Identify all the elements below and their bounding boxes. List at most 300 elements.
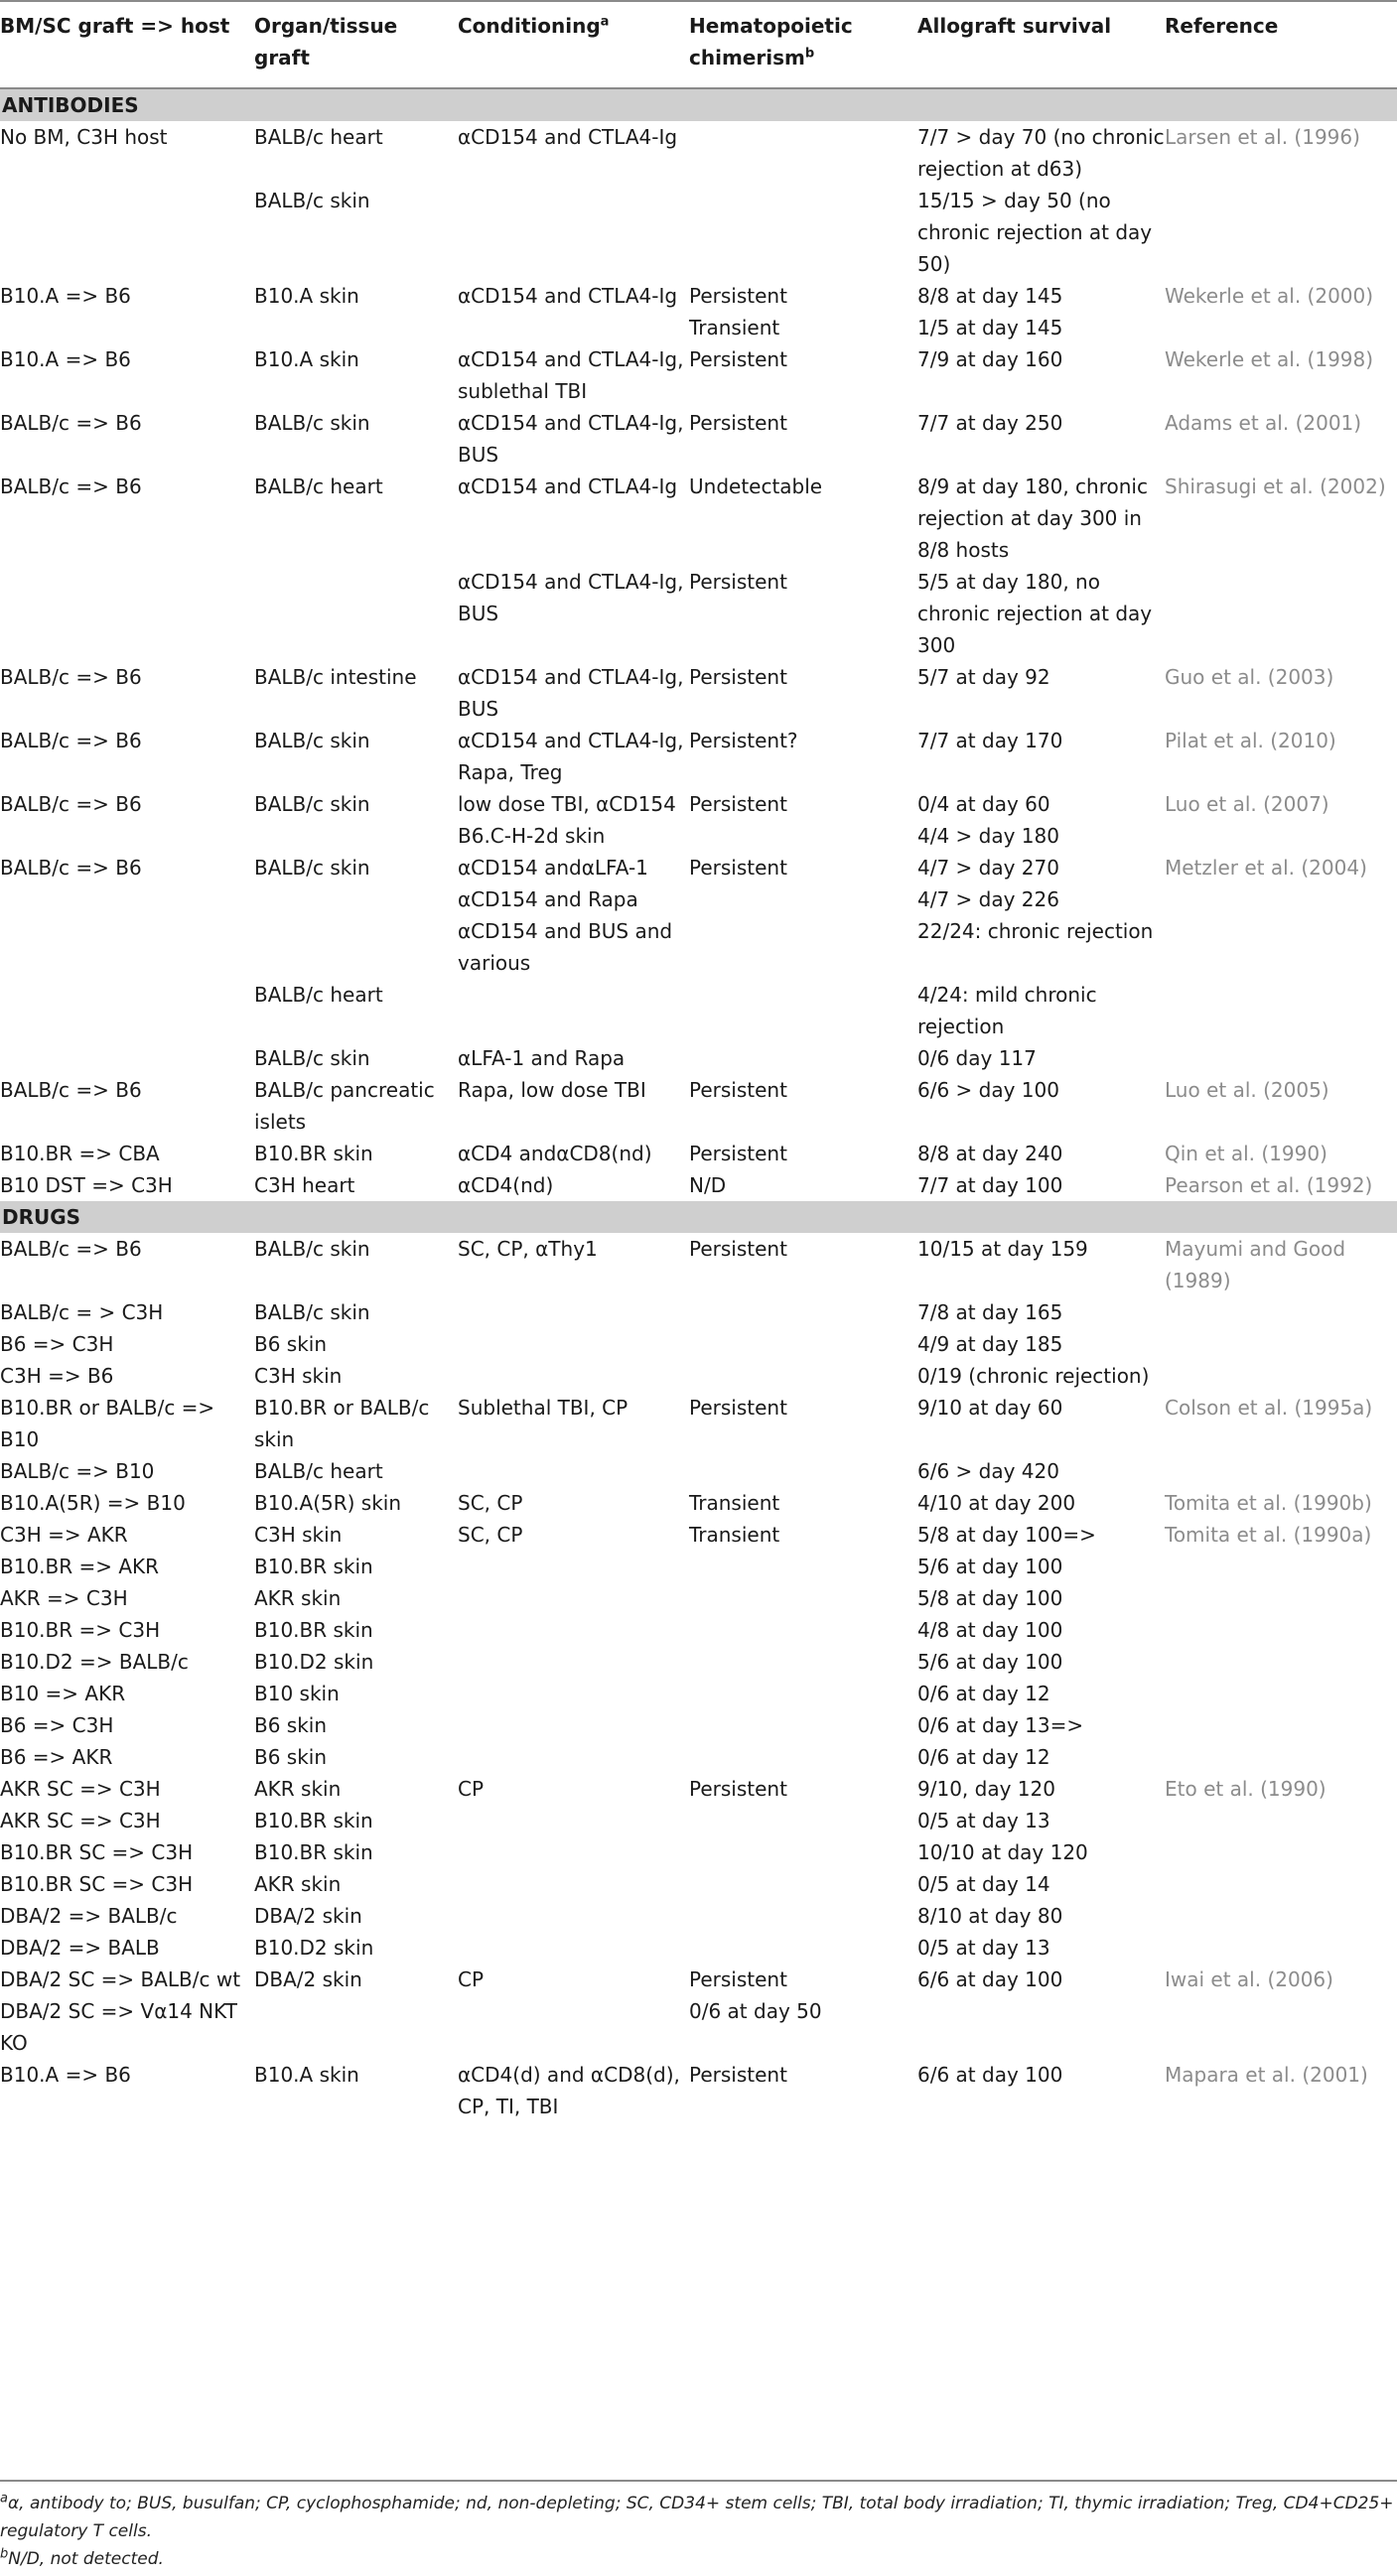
table-row [0,1551,1397,1582]
cell-allograft-survival: 4/7 > day 226 [917,887,1059,911]
cell-chimerism: Transient [689,316,780,339]
cell-bm-graft-host: DBA/2 SC => Vα14 NKT KO [0,1999,237,2055]
cell-conditioning: SC, CP, αThy1 [458,1237,598,1261]
cell-chimerism: Persistent [689,1078,787,1102]
table-row [0,1519,1397,1551]
cell-reference: Adams et al. (2001) [1165,411,1362,435]
cell-organ-graft: C3H heart [254,1173,355,1197]
cell-conditioning: αCD154 andαLFA-1 [458,856,648,880]
table-row [0,1868,1397,1900]
cell-chimerism [689,1328,917,1360]
cell-chimerism [689,1360,917,1392]
cell-reference: Shirasugi et al. (2002) [1165,475,1386,498]
cell-conditioning: αCD154 and Rapa [458,887,638,911]
cell-reference [1165,1995,1397,2059]
cell-conditioning [458,979,689,1042]
cell-reference: Eto et al. (1990) [1165,1777,1327,1801]
cell-allograft-survival: 6/6 at day 100 [917,1967,1063,1991]
table-row [0,979,1397,1042]
cell-bm-graft-host: BALB/c => B6 [0,792,142,816]
cell-chimerism: Persistent [689,792,787,816]
cell-allograft-survival: 6/6 > day 100 [917,1078,1059,1102]
cell-bm-graft-host: B10.BR => CBA [0,1142,160,1165]
cell-chimerism [689,1551,917,1582]
cell-allograft-survival: 5/6 at day 100 [917,1555,1063,1578]
table-row [0,121,1397,185]
cell-bm-graft-host: BALB/c => B6 [0,665,142,689]
cell-reference [1165,1868,1397,1900]
cell-organ-graft: AKR skin [254,1777,342,1801]
cell-reference [1165,566,1397,661]
cell-organ-graft: B6 skin [254,1332,328,1356]
cell-allograft-survival: 0/6 at day 13=> [917,1713,1084,1737]
cell-organ-graft: BALB/c skin [254,189,370,212]
cell-reference [1165,1360,1397,1392]
cell-organ-graft [254,915,458,979]
cell-allograft-survival: 15/15 > day 50 (no chronic rejection at day 50) [917,189,1153,276]
cell-allograft-survival: 4/24: mild chronic rejection [917,983,1097,1038]
cell-reference: Tomita et al. (1990b) [1165,1491,1372,1515]
table-row [0,343,1397,407]
footnote-a: $^a$α, antibody to; BUS, busulfan; CP, cyclophosphamide; nd, non-depleting; SC, CD34+ stem cells; TBI, total body irradiation; TI, thymic irradiation; Treg, CD4+CD25+ regulatory T cells. [0,2491,1394,2541]
cell-chimerism [689,1932,917,1964]
table-row [0,1296,1397,1328]
table-row [0,1138,1397,1169]
cell-allograft-survival: 4/9 at day 185 [917,1332,1063,1356]
cell-organ-graft: BALB/c pancreatic islets [254,1078,435,1134]
cell-bm-graft-host [0,820,254,852]
cell-organ-graft: BALB/c heart [254,983,383,1007]
cell-organ-graft: B10.A skin [254,347,359,371]
cell-organ-graft [254,883,458,915]
table-row [0,566,1397,661]
cell-bm-graft-host: AKR SC => C3H [0,1777,161,1801]
footnote-b: $^b$N/D, not detected. [0,2546,164,2569]
table-row [0,820,1397,852]
cell-bm-graft-host: DBA/2 SC => BALB/c wt [0,1967,241,1991]
section-label-drugs: DRUGS [0,1201,1397,1233]
cell-conditioning: αCD154 and CTLA4-Ig, BUS [458,665,684,721]
header-bm-graft-host: BM/SC graft => host [0,1,254,88]
cell-reference [1165,915,1397,979]
cell-bm-graft-host: AKR SC => C3H [0,1809,161,1832]
cell-bm-graft-host: B10 DST => C3H [0,1173,173,1197]
cell-conditioning [458,185,689,280]
cell-reference [1165,1296,1397,1328]
table-row [0,1614,1397,1646]
cell-allograft-survival: 0/4 at day 60 [917,792,1050,816]
cell-reference [1165,1678,1397,1709]
cell-conditioning [458,1741,689,1773]
cell-chimerism: Persistent [689,411,787,435]
cell-reference: Qin et al. (1990) [1165,1142,1327,1165]
table-row [0,1360,1397,1392]
cell-allograft-survival: 10/15 at day 159 [917,1237,1088,1261]
cell-organ-graft: BALB/c skin [254,792,370,816]
cell-conditioning [458,1360,689,1392]
cell-chimerism: 0/6 at day 50 [689,1999,822,2023]
table-row [0,1328,1397,1360]
cell-bm-graft-host [0,979,254,1042]
cell-chimerism [689,1805,917,1836]
cell-conditioning: low dose TBI, αCD154 [458,792,676,816]
cell-chimerism: Persistent [689,1142,787,1165]
cell-reference: Wekerle et al. (2000) [1165,284,1374,308]
cell-allograft-survival: 4/7 > day 270 [917,856,1059,880]
cell-reference [1165,1042,1397,1074]
cell-allograft-survival: 7/7 at day 250 [917,411,1063,435]
cell-allograft-survival: 4/4 > day 180 [917,824,1059,848]
cell-conditioning [458,1995,689,2059]
cell-conditioning [458,1582,689,1614]
table-row [0,280,1397,312]
cell-chimerism: Persistent? [689,729,798,752]
cell-bm-graft-host: BALB/c => B10 [0,1459,155,1483]
cell-bm-graft-host: B10.D2 => BALB/c [0,1650,189,1674]
cell-chimerism [689,1709,917,1741]
cell-bm-graft-host: B6 => C3H [0,1332,114,1356]
cell-reference: Wekerle et al. (1998) [1165,347,1374,371]
cell-organ-graft [254,566,458,661]
cell-conditioning: CP [458,1967,485,1991]
cell-reference [1165,1614,1397,1646]
cell-chimerism: Transient [689,1491,780,1515]
cell-reference [1165,820,1397,852]
cell-chimerism [689,1582,917,1614]
cell-reference [1165,1582,1397,1614]
cell-allograft-survival: 7/9 at day 160 [917,347,1063,371]
cell-conditioning: αCD154 and CTLA4-Ig, BUS [458,411,684,467]
cell-organ-graft: AKR skin [254,1586,342,1610]
table-row [0,1773,1397,1805]
cell-bm-graft-host: BALB/c => B6 [0,729,142,752]
cell-allograft-survival: 7/7 at day 100 [917,1173,1063,1197]
cell-bm-graft-host: BALB/c => B6 [0,411,142,435]
cell-allograft-survival: 7/7 at day 170 [917,729,1063,752]
cell-reference: Pilat et al. (2010) [1165,729,1336,752]
cell-allograft-survival: 10/10 at day 120 [917,1840,1088,1864]
header-allograft-survival: Allograft survival [917,1,1165,88]
table-row [0,1582,1397,1614]
cell-bm-graft-host: No BM, C3H host [0,125,168,149]
cell-allograft-survival: 22/24: chronic rejection [917,919,1154,943]
cell-organ-graft: C3H skin [254,1523,343,1547]
cell-reference [1165,1455,1397,1487]
table-row [0,312,1397,343]
cell-organ-graft: B10.A skin [254,2063,359,2087]
cell-reference [1165,312,1397,343]
table-row [0,1741,1397,1773]
cell-organ-graft: B10.BR skin [254,1142,373,1165]
cell-bm-graft-host: B10.A => B6 [0,284,131,308]
cell-chimerism [689,1042,917,1074]
cell-bm-graft-host: B6 => C3H [0,1713,114,1737]
cell-bm-graft-host [0,312,254,343]
cell-conditioning: CP [458,1777,485,1801]
cell-organ-graft: C3H skin [254,1364,343,1388]
cell-conditioning: αCD4(nd) [458,1173,554,1197]
cell-bm-graft-host: BALB/c => B6 [0,1078,142,1102]
header-conditioning: Conditioning$^a$ [458,1,689,88]
cell-chimerism: Transient [689,1523,780,1547]
table-row [0,1995,1397,2059]
cell-chimerism: Persistent [689,1777,787,1801]
cell-bm-graft-host: B10.A(5R) => B10 [0,1491,186,1515]
cell-chimerism [689,1741,917,1773]
cell-reference [1165,1805,1397,1836]
cell-allograft-survival: 8/8 at day 240 [917,1142,1063,1165]
cell-chimerism: Persistent [689,1396,787,1420]
cell-reference [1165,1328,1397,1360]
cell-chimerism [689,1868,917,1900]
cell-chimerism: N/D [689,1173,727,1197]
cell-conditioning [458,1614,689,1646]
cell-organ-graft: BALB/c skin [254,1237,370,1261]
cell-organ-graft [254,1995,458,2059]
table-row [0,1487,1397,1519]
cell-conditioning: αCD4(d) and αCD8(d), CP, TI, TBI [458,2063,680,2118]
cell-reference [1165,1709,1397,1741]
cell-conditioning: αCD4 andαCD8(nd) [458,1142,652,1165]
cell-organ-graft [254,820,458,852]
cell-allograft-survival: 5/5 at day 180, no chronic rejection at day 300 [917,570,1153,657]
section-label-antibodies: ANTIBODIES [0,88,1397,121]
cell-organ-graft: BALB/c heart [254,475,383,498]
cell-chimerism [689,1678,917,1709]
table-row [0,1392,1397,1455]
antibodies-section [0,88,1397,1201]
cell-bm-graft-host: B10.BR SC => C3H [0,1840,194,1864]
cell-reference [1165,1646,1397,1678]
table-row [0,471,1397,566]
cell-organ-graft: B10.BR skin [254,1618,373,1642]
cell-chimerism [689,915,917,979]
cell-conditioning [458,1709,689,1741]
table-row [0,1709,1397,1741]
cell-allograft-survival: 1/5 at day 145 [917,316,1063,339]
cell-bm-graft-host: B10.BR SC => C3H [0,1872,194,1896]
cell-chimerism [689,820,917,852]
table-row [0,2059,1397,2122]
header-reference: Reference [1165,1,1397,88]
cell-organ-graft: AKR skin [254,1872,342,1896]
cell-allograft-survival: 4/8 at day 100 [917,1618,1063,1642]
cell-reference [1165,883,1397,915]
table-row [0,725,1397,788]
cell-reference [1165,979,1397,1042]
cell-reference: Pearson et al. (1992) [1165,1173,1373,1197]
cell-bm-graft-host [0,915,254,979]
cell-reference: Tomita et al. (1990a) [1165,1523,1372,1547]
drugs-section [0,1201,1397,2122]
cell-conditioning: αCD154 and CTLA4-Ig, Rapa, Treg [458,729,684,784]
cell-allograft-survival: 5/6 at day 100 [917,1650,1063,1674]
cell-conditioning [458,1551,689,1582]
cell-bm-graft-host: BALB/c => B6 [0,856,142,880]
cell-bm-graft-host [0,566,254,661]
cell-organ-graft: B10.BR skin [254,1555,373,1578]
cell-conditioning: Rapa, low dose TBI [458,1078,646,1102]
cell-bm-graft-host: BALB/c = > C3H [0,1300,164,1324]
cell-reference [1165,1932,1397,1964]
cell-allograft-survival: 0/6 day 117 [917,1046,1037,1070]
cell-conditioning [458,1646,689,1678]
cell-chimerism [689,1296,917,1328]
cell-conditioning: αCD154 and CTLA4-Ig [458,125,678,149]
cell-bm-graft-host [0,1042,254,1074]
cell-reference: Mayumi and Good (1989) [1165,1237,1346,1292]
cell-allograft-survival: 0/6 at day 12 [917,1682,1050,1705]
cell-organ-graft: BALB/c heart [254,125,383,149]
cell-organ-graft: B10.A skin [254,284,359,308]
cell-chimerism: Persistent [689,1237,787,1261]
cell-organ-graft: BALB/c heart [254,1459,383,1483]
table-row [0,1836,1397,1868]
cell-allograft-survival: 0/19 (chronic rejection) [917,1364,1150,1388]
cell-conditioning [458,1868,689,1900]
cell-conditioning [458,1805,689,1836]
cell-reference: Guo et al. (2003) [1165,665,1334,689]
table-row [0,1455,1397,1487]
cell-bm-graft-host [0,883,254,915]
cell-chimerism: Undetectable [689,475,823,498]
cell-organ-graft: BALB/c skin [254,1046,370,1070]
cell-chimerism: Persistent [689,347,787,371]
table-row [0,407,1397,471]
cell-conditioning: SC, CP [458,1491,523,1515]
table-row [0,788,1397,820]
section-row-drugs [0,1201,1397,1233]
cell-allograft-survival: 9/10, day 120 [917,1777,1055,1801]
cell-chimerism [689,1646,917,1678]
cell-bm-graft-host: B6 => AKR [0,1745,113,1769]
cell-allograft-survival: 8/9 at day 180, chronic rejection at day 300 in 8/8 hosts [917,475,1148,562]
cell-conditioning: SC, CP [458,1523,523,1547]
cell-chimerism [689,121,917,185]
cell-chimerism: Persistent [689,1967,787,1991]
cell-organ-graft: B10.D2 skin [254,1936,374,1960]
cell-reference: Mapara et al. (2001) [1165,2063,1368,2087]
cell-chimerism [689,1900,917,1932]
cell-bm-graft-host: AKR => C3H [0,1586,128,1610]
cell-bm-graft-host: BALB/c => B6 [0,1237,142,1261]
cell-allograft-survival: 6/6 at day 100 [917,2063,1063,2087]
cell-chimerism: Persistent [689,665,787,689]
header-hematopoietic-chimerism: Hematopoietic chimerism$^b$ [689,1,917,88]
table-row [0,1646,1397,1678]
cell-reference [1165,185,1397,280]
cell-organ-graft: B10 skin [254,1682,340,1705]
cell-organ-graft [254,312,458,343]
cell-conditioning [458,1328,689,1360]
cell-bm-graft-host [0,185,254,280]
cell-reference [1165,1551,1397,1582]
table-row [0,915,1397,979]
cell-reference [1165,1741,1397,1773]
cell-chimerism: Persistent [689,856,787,880]
cell-allograft-survival: 5/7 at day 92 [917,665,1050,689]
cell-organ-graft: B6 skin [254,1713,328,1737]
cell-conditioning: αCD154 and CTLA4-Ig, BUS [458,570,684,625]
cell-organ-graft: B10.A(5R) skin [254,1491,402,1515]
cell-conditioning: αLFA-1 and Rapa [458,1046,626,1070]
table-row [0,1805,1397,1836]
cell-chimerism [689,1455,917,1487]
cell-chimerism [689,979,917,1042]
table-row [0,1042,1397,1074]
table-row [0,661,1397,725]
cell-allograft-survival: 4/10 at day 200 [917,1491,1076,1515]
cell-conditioning: B6.C-H-2d skin [458,824,606,848]
section-row-antibodies [0,88,1397,121]
cell-organ-graft: BALB/c skin [254,729,370,752]
cell-conditioning: αCD154 and CTLA4-Ig [458,284,678,308]
cell-conditioning [458,1296,689,1328]
cell-chimerism [689,185,917,280]
cell-organ-graft: B6 skin [254,1745,328,1769]
cell-organ-graft: DBA/2 skin [254,1904,362,1928]
cell-organ-graft: B10.BR or BALB/c skin [254,1396,430,1451]
cell-reference: Luo et al. (2007) [1165,792,1329,816]
cell-conditioning: αCD154 and BUS and various [458,919,673,975]
table-row [0,1932,1397,1964]
cell-organ-graft: BALB/c skin [254,1300,370,1324]
table-row [0,1964,1397,1995]
cell-conditioning [458,1455,689,1487]
cell-organ-graft: DBA/2 skin [254,1967,362,1991]
cell-chimerism [689,1836,917,1868]
cell-allograft-survival: 9/10 at day 60 [917,1396,1063,1420]
table-row [0,883,1397,915]
cell-reference [1165,1900,1397,1932]
cell-bm-graft-host: B10.BR => C3H [0,1618,161,1642]
cell-allograft-survival: 7/8 at day 165 [917,1300,1063,1324]
table-row [0,185,1397,280]
cell-bm-graft-host: B10.A => B6 [0,347,131,371]
cell-organ-graft: B10.BR skin [254,1840,373,1864]
cell-chimerism [689,883,917,915]
table-footnotes [0,2480,1397,2573]
cell-allograft-survival: 0/5 at day 14 [917,1872,1050,1896]
cell-bm-graft-host: DBA/2 => BALB [0,1936,160,1960]
cell-organ-graft: B10.D2 skin [254,1650,374,1674]
table-row [0,1900,1397,1932]
cell-bm-graft-host: B10.BR or BALB/c => B10 [0,1396,215,1451]
cell-allograft-survival [917,1995,1165,2059]
cell-allograft-survival: 8/10 at day 80 [917,1904,1063,1928]
cell-conditioning [458,1678,689,1709]
cell-allograft-survival: 5/8 at day 100 [917,1586,1063,1610]
header-organ-tissue-graft: Organ/tissue graft [254,1,458,88]
cell-allograft-survival: 0/5 at day 13 [917,1809,1050,1832]
cell-bm-graft-host: DBA/2 => BALB/c [0,1904,178,1928]
cell-organ-graft: BALB/c skin [254,856,370,880]
cell-chimerism [689,1614,917,1646]
cell-bm-graft-host: C3H => B6 [0,1364,114,1388]
table-row [0,1074,1397,1138]
cell-chimerism: Persistent [689,570,787,594]
cell-organ-graft: BALB/c skin [254,411,370,435]
cell-reference: Iwai et al. (2006) [1165,1967,1333,1991]
cell-chimerism: Persistent [689,2063,787,2087]
cell-bm-graft-host: B10.BR => AKR [0,1555,160,1578]
cell-conditioning: αCD154 and CTLA4-Ig, sublethal TBI [458,347,684,403]
table-row [0,1233,1397,1296]
cell-conditioning: Sublethal TBI, CP [458,1396,629,1420]
cell-allograft-survival: 0/5 at day 13 [917,1936,1050,1960]
cell-allograft-survival: 0/6 at day 12 [917,1745,1050,1769]
table-header-row [0,1,1397,88]
